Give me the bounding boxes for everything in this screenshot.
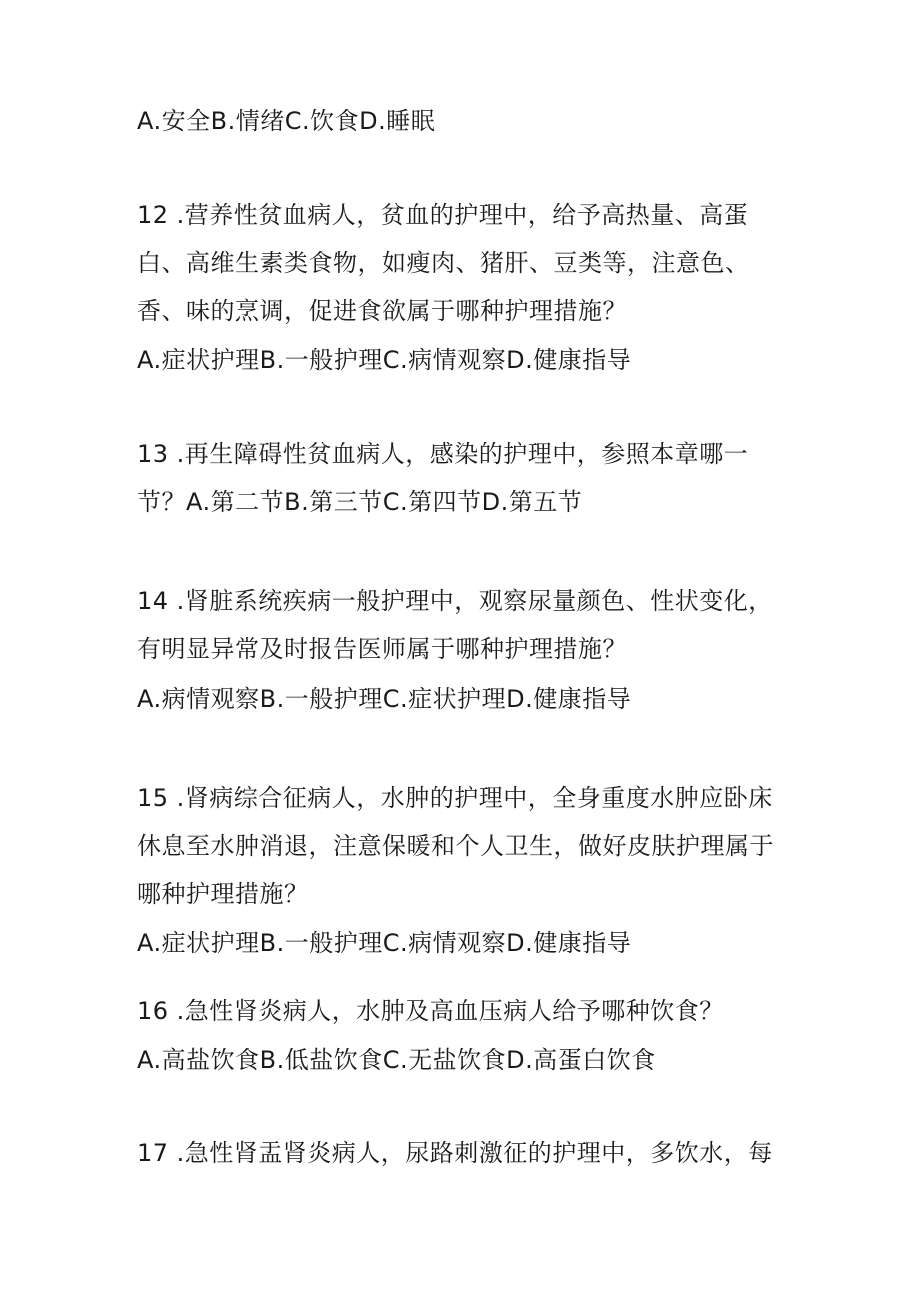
q12-options: A.症状护理B.一般护理C.病情观察D.健康指导 <box>137 346 632 374</box>
q16-options: A.高盐饮食B.低盐饮食C.无盐饮食D.高蛋白饮食 <box>137 1046 656 1074</box>
q14-text-line-1: 14 .肾脏系统疾病一般护理中，观察尿量颜色、性状变化， <box>137 587 773 615</box>
q14-text-line-2: 有明显异常及时报告医师属于哪种护理措施？ <box>137 635 627 663</box>
q12-text-line-2: 白、高维生素类食物，如瘦肉、猪肝、豆类等，注意色、 <box>137 249 750 277</box>
q15-text-line-1: 15 .肾病综合征病人，水肿的护理中，全身重度水肿应卧床 <box>137 784 773 812</box>
q17-text-line-1: 17 .急性肾盂肾炎病人，尿路刺激征的护理中，多饮水，每 <box>137 1139 773 1167</box>
q12-text-line-1: 12 .营养性贫血病人，贫血的护理中，给予高热量、高蛋 <box>137 201 749 229</box>
q11-options: A.安全B.情绪C.饮食D.睡眠 <box>137 107 436 135</box>
q12-text-line-3: 香、味的烹调，促进食欲属于哪种护理措施？ <box>137 297 627 325</box>
q16-text: 16 .急性肾炎病人，水肿及高血压病人给予哪种饮食？ <box>137 997 724 1025</box>
q15-text-line-2: 休息至水肿消退，注意保暖和个人卫生，做好皮肤护理属于 <box>137 832 774 860</box>
q15-options: A.症状护理B.一般护理C.病情观察D.健康指导 <box>137 929 632 957</box>
q14-options: A.病情观察B.一般护理C.症状护理D.健康指导 <box>137 685 632 713</box>
q15-text-line-3: 哪种护理措施？ <box>137 880 309 908</box>
q13-text-line-2: 节？A.第二节B.第三节C.第四节D.第五节 <box>137 488 583 516</box>
q13-text-line-1: 13 .再生障碍性贫血病人，感染的护理中，参照本章哪一 <box>137 440 749 468</box>
